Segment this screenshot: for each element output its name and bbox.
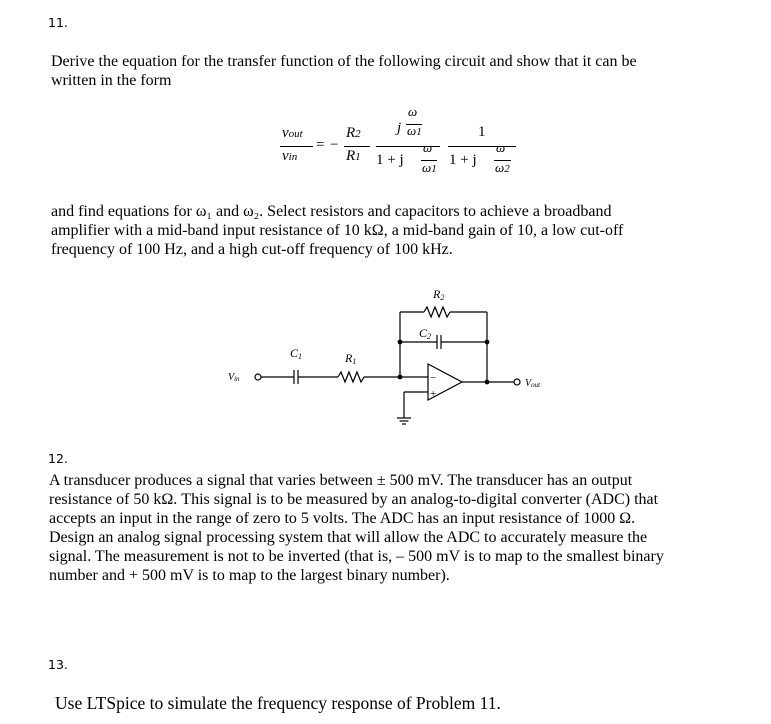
eq-minus: −: [330, 137, 339, 153]
r2-label: R2: [433, 287, 445, 302]
eq-lhs-denominator: vin: [282, 148, 298, 164]
r2-resistor: [424, 307, 450, 317]
eq-one-plus-j-1: 1 + j: [376, 152, 404, 168]
eq-j: j: [397, 120, 402, 136]
problem-13-line-1: Use LTSpice to simulate the frequency response of Problem 11.: [55, 693, 501, 713]
problem-13-number: 13.: [48, 657, 68, 672]
ground-symbol: [397, 418, 411, 424]
problem-12-line-3: accepts an input in the range of zero to 5 volts. The ADC has an input resistance of 1000 Ω.: [49, 510, 636, 527]
eq-omega-right: ω: [496, 140, 506, 155]
vout-label: Vout: [525, 378, 541, 389]
problem-12-line-1: A transducer produces a signal that varies between ± 500 mV. The transducer has an output: [49, 472, 633, 489]
c2-label: C2: [419, 326, 432, 341]
vin-label: Vin: [228, 372, 240, 383]
eq-r-denominator: R1: [346, 148, 361, 164]
problem-11-number: 11.: [48, 15, 68, 30]
problem-12-line-2: resistance of 50 kΩ. This signal is to be measured by an analog-to-digital converter (ADC) that: [49, 491, 659, 508]
problem-11-body-line-3: frequency of 100 Hz, and a high cut-off frequency of 100 kHz.: [51, 241, 453, 258]
r1-resistor: [338, 372, 364, 382]
eq-omega1-bottom: ω1: [422, 160, 437, 175]
eq-equals: =: [316, 137, 325, 153]
vout-terminal: [514, 379, 520, 385]
problem-11-intro-line-2: written in the form: [51, 72, 172, 89]
eq-one: 1: [478, 124, 486, 140]
c1-label: C1: [290, 346, 303, 361]
problem-12-number: 12.: [48, 451, 68, 466]
problem-11-body-line-2: amplifier with a mid-band input resistance of 10 kΩ, a mid-band gain of 10, a low cut-off: [51, 222, 624, 239]
eq-omega-mid: ω: [423, 140, 433, 155]
r1-label: R1: [345, 351, 357, 366]
eq-omega-top: ω: [408, 104, 418, 119]
eq-lhs-numerator: vout: [282, 125, 303, 141]
problem-12-line-5: signal. The measurement is not to be inverted (that is, – 500 mV is to map to the smallest binary: [49, 548, 664, 565]
op-amp-inverting-sign: −: [430, 372, 437, 384]
vin-terminal: [255, 374, 261, 380]
problem-11-body-line-1: and find equations for ω₁ and ω₂. Select resistors and capacitors to achieve a broadband: [51, 203, 612, 220]
problem-12-line-4: Design an analog signal processing system that will allow the ADC to accurately measure the: [49, 529, 648, 546]
eq-omega1-top: ω1: [407, 123, 422, 138]
eq-omega2: ω2: [495, 160, 510, 175]
eq-one-plus-j-2: 1 + j: [449, 152, 477, 168]
problem-12-line-6: number and + 500 mV is to map to the largest binary number).: [49, 567, 450, 584]
eq-r-numerator: R2: [346, 125, 361, 141]
problem-11-intro-line-1: Derive the equation for the transfer function of the following circuit and show that it can be: [51, 53, 637, 70]
op-amp-noninverting-sign: +: [430, 388, 437, 400]
